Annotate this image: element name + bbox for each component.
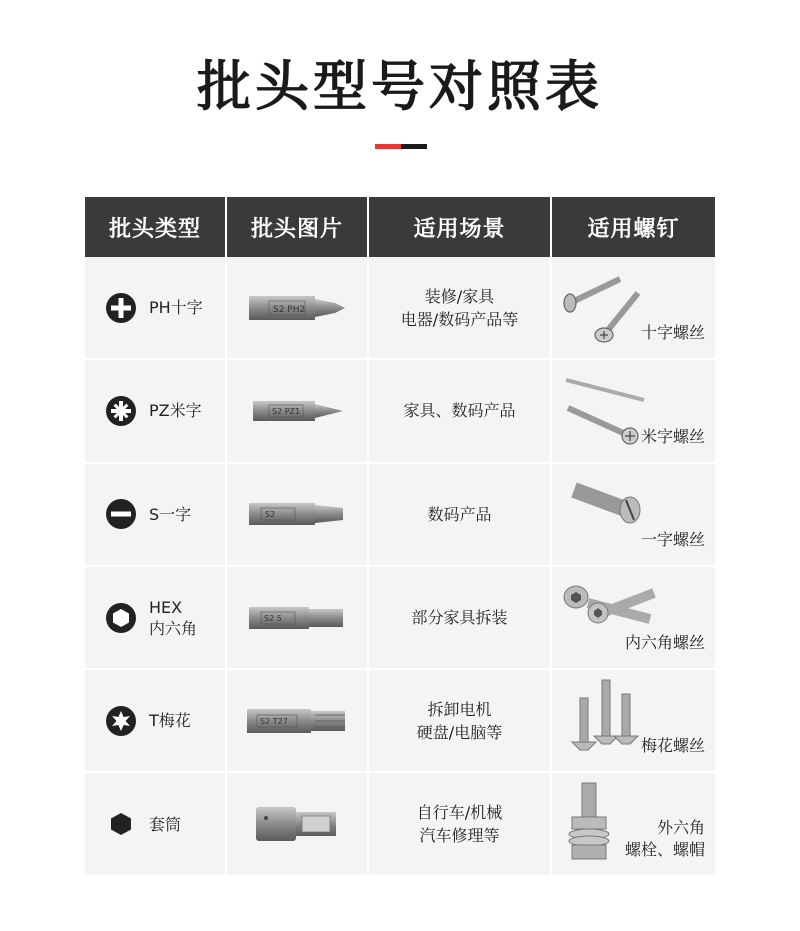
bit-image-cell: [227, 670, 369, 773]
type-label: HEX 内六角: [149, 597, 198, 638]
scene-text: 拆卸电机 硬盘/电脑等: [416, 699, 503, 742]
header-screw: 适用螺钉: [587, 216, 680, 242]
scene-text: 家具、数码产品: [403, 401, 516, 421]
type-label: T梅花: [149, 711, 191, 731]
hex-socket-screw-image: [558, 573, 658, 639]
type-cell: [85, 567, 227, 670]
screw-cell: [552, 464, 715, 567]
type-cell: [85, 257, 227, 360]
bit-marking: S2 PZ1: [272, 406, 301, 416]
screw-cell: [552, 567, 715, 670]
type-cell: [85, 464, 227, 567]
bit-marking: S2: [265, 510, 276, 520]
phillips-screw-image: [558, 263, 648, 345]
bit-image-cell: [227, 360, 369, 463]
screw-label: 外六角 螺栓、螺帽: [624, 817, 705, 859]
screw-cell: [552, 773, 715, 876]
type-label: S一字: [149, 504, 192, 524]
bit-image-cell: [227, 464, 369, 567]
table-row: [85, 360, 715, 463]
header-bit-image: 批头图片: [227, 197, 369, 257]
title-underline: [375, 144, 427, 149]
pz-bit-image: [247, 396, 347, 426]
torx-bit-image: [245, 705, 349, 737]
screw-label: 梅花螺丝: [640, 736, 705, 756]
type-cell: [85, 670, 227, 773]
header-scene: 适用场景: [369, 197, 552, 257]
scene-cell: [369, 257, 552, 360]
screw-label: 米字螺丝: [640, 426, 705, 446]
bit-image-cell: [227, 567, 369, 670]
underline-red: [375, 144, 401, 149]
bit-image-cell: [227, 257, 369, 360]
screw-label: 内六角螺丝: [624, 633, 705, 653]
screw-cell: [552, 360, 715, 463]
hex-nut-icon: [105, 808, 137, 840]
screw-cell: [552, 670, 715, 773]
table-row: [85, 464, 715, 567]
screw-label: 一字螺丝: [640, 529, 705, 549]
bit-image-cell: [227, 773, 369, 876]
torx-icon: [105, 705, 137, 737]
table-row: [85, 567, 715, 670]
page-title: 批头型号对照表: [197, 55, 603, 118]
bit-marking: S2 5: [264, 613, 282, 623]
bit-marking: S2 PH2: [273, 304, 306, 315]
header-bit-type: 批头类型: [85, 197, 227, 257]
socket-image: [252, 804, 342, 844]
pozidriv-icon: [105, 395, 137, 427]
type-label: PZ米字: [149, 401, 202, 421]
phillips-icon: [105, 292, 137, 324]
pozidriv-screw-image: [558, 366, 648, 448]
ph-bit-image: [247, 291, 347, 325]
type-label: 套筒: [149, 814, 182, 834]
type-label: PH十字: [149, 298, 203, 318]
scene-cell: [369, 567, 552, 670]
table-row: [85, 257, 715, 360]
scene-text: 装修/家具 电器/数码产品等: [400, 286, 519, 329]
slotted-icon: [105, 498, 137, 530]
scene-cell: [369, 773, 552, 876]
hex-socket-icon: [105, 602, 137, 634]
comparison-table: [85, 197, 715, 877]
hex-bolt-nut-image: [558, 779, 618, 865]
scene-cell: [369, 360, 552, 463]
underline-black: [401, 144, 427, 149]
type-cell: [85, 360, 227, 463]
table-row: [85, 773, 715, 876]
type-cell: [85, 773, 227, 876]
screw-label: 十字螺丝: [640, 323, 705, 343]
scene-cell: [369, 670, 552, 773]
hex-bit-image: [247, 603, 347, 633]
slotted-bit-image: [247, 499, 347, 529]
scene-cell: [369, 464, 552, 567]
table-row: [85, 670, 715, 773]
scene-text: 部分家具拆装: [411, 608, 508, 628]
scene-text: 自行车/机械 汽车修理等: [416, 803, 503, 846]
scene-text: 数码产品: [427, 504, 492, 524]
bit-marking: S2 T27: [260, 716, 288, 726]
screw-cell: [552, 257, 715, 360]
table-header: [85, 197, 715, 257]
